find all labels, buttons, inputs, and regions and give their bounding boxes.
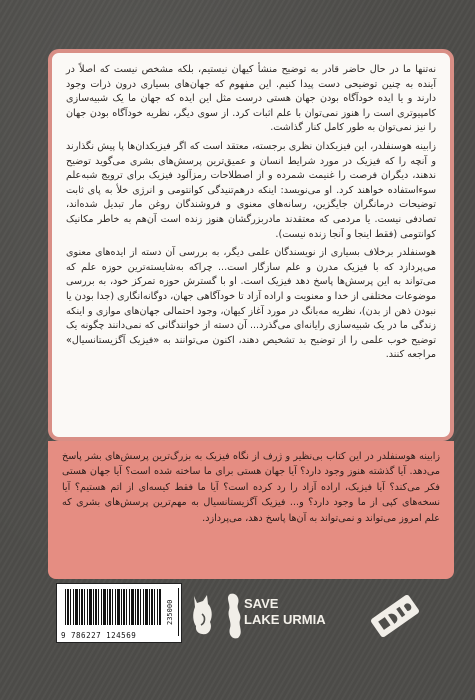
description-paragraph-1: نه‌تنها ما در حال حاضر قادر به توضیح منشأ کیهان نیستیم، بلکه مشخص نیست که اصلاً در آینده به چنین توضیحی دست پیدا کنیم. این مفهوم که جهان‌های بسیاری درون ذرات وجود دارند و یا ایده خودآگاه بودن جهان هستی درست مثل این ایده که جهان ما یک شبیه‌سازی کامپیوتری است را هنوز نمی‌توان با علم اثبات کرد. از سوی دیگر، نظریه خودآگاه بودن جهان را نیز نمی‌توان به طور کامل کنار گذاشت. bbox=[66, 64, 436, 134]
save-text: SAVE bbox=[244, 596, 279, 611]
isbn-number: 9 786227 124569 bbox=[61, 631, 137, 640]
isbn-barcode bbox=[56, 583, 182, 643]
lake-urmia-text: LAKE URMIA bbox=[244, 612, 326, 627]
description-panel bbox=[48, 49, 454, 441]
publisher-logo-icon bbox=[364, 585, 426, 647]
description-paragraph-2: زابینه هوسنفلدر، این فیزیکدان نظری برجسته، معتقد است که اگر فیزیکدان‌ها پا پیش نگذارند و آنچه را که فیزیک در مورد شرایط انسان و عمیق‌ترین پرسش‌های بشری می‌گوید توضیح ندهند، دیگران فرصت را غنیمت شمرده و از اصطلاحات رمزآلود فیزیک برای ترویج شبه‌علم سوءاستفاده خواهند کرد. او می‌نویسد: اینکه درهم‌تنیدگی کوانتومی و انرژی خلأ به پای ثابت توضیحات درمانگران جایگزین، رسانه‌های معنوی و فروشندگان روغن مار تبدیل شده‌اند، تصادفی نیست. یا مردمی که معتقدند مادربزرگشان هنوز زنده است آن‌هم به خاطر مکانیک کوانتومی (فقط اینجا و آنجا زنده نیست). bbox=[66, 140, 436, 240]
description-paragraph-3: هوسنفلدر برخلاف بسیاری از نویسندگان علمی دیگر، به بررسی آن دسته از ایده‌های معنوی می‌پردازد که با فیزیک مدرن و علم سازگار است... چراکه به‌شایسته‌ترین حوزه علم که می‌تواند به این پرسش‌ها پاسخ دهد فیزیک است. او با گسترش حوزه تمرکز خود، به بررسی موضوعات مختلفی از خدا و معنویت و اراده آزاد تا خودآگاهی جهان، دوگانه‌انگاری (جدا بودن یا نبودن ذهن از بدن)، نظریه مه‌بانگ در مورد آغاز کیهان، وجود احتمالی جهان‌های موازی و اینکه زندگی ما در یک شبیه‌سازی رایانه‌ای می‌گذرد... آن دسته از خوانندگانی که نمی‌دانند چگونه یک توضیح خوب علمی را از توضیح بد تشخیص دهند، اکنون می‌توانند به «فیزیک آگزیستانسیال» مراجعه کنند. bbox=[66, 247, 436, 361]
cat-icon bbox=[188, 590, 216, 636]
blurb-box bbox=[48, 441, 454, 579]
barcode-bars bbox=[65, 589, 161, 625]
blurb-text: زابینه هوسنفلدر در این کتاب بی‌نظیر و ژرف از نگاه فیزیک به بزرگ‌ترین پرسش‌های بشر پاسخ می‌دهد. آیا گذشته هنوز وجود دارد؟ آیا جهان هستی برای ما ساخته شده است؟ آیا جهان هستی فکر می‌کند؟ آیا فیزیک، اراده آزاد را رد کرده است؟ آیا ما فقط کیسه‌ای از اتم هستیم؟ آیا نسخه‌های کپی از ما وجود دارد؟ و... فیزیک آگزیستانسیال به مهم‌ترین پرسش‌های بشری که علم امروز می‌تواند و نمی‌تواند به آن‌ها پاسخ دهد، می‌پردازد. bbox=[62, 451, 440, 524]
price-code: 235000 bbox=[166, 588, 179, 636]
save-lake-urmia-logo bbox=[244, 596, 336, 628]
